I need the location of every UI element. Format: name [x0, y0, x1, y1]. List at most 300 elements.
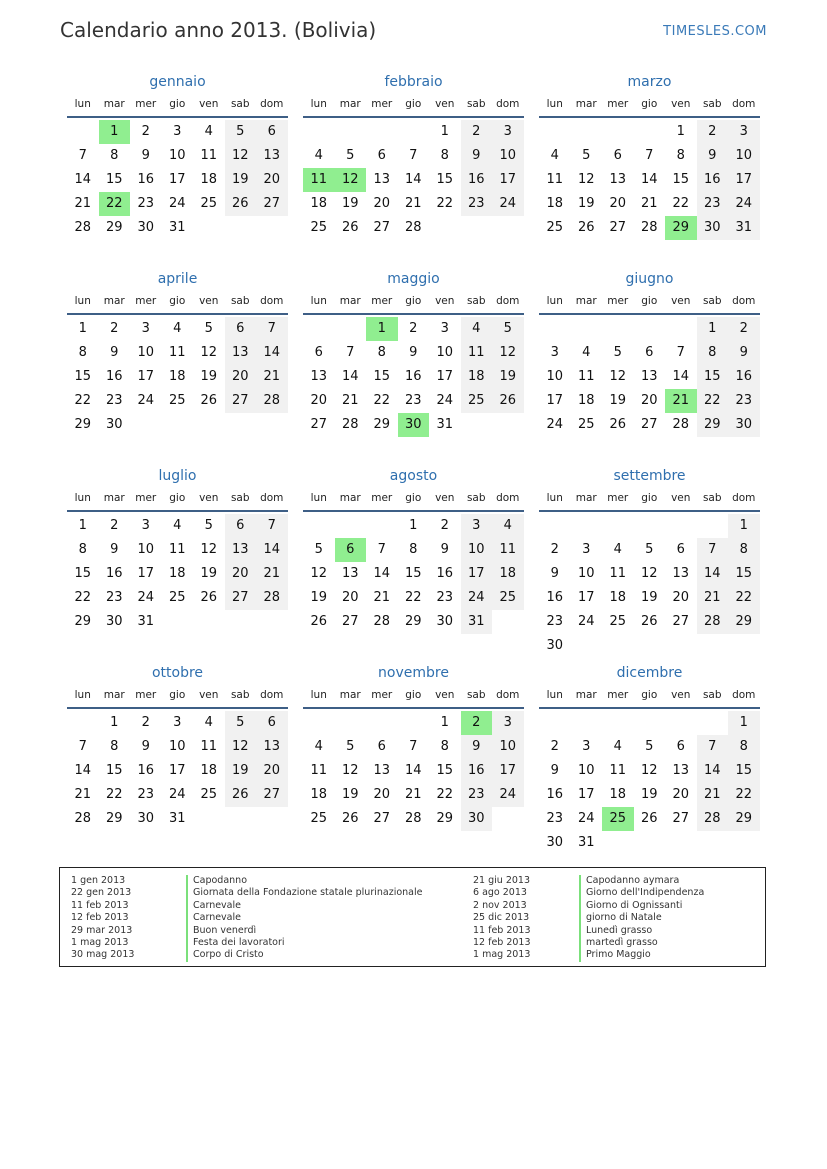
day-cell[interactable]: 6: [225, 514, 257, 538]
day-cell[interactable]: 17: [577, 787, 595, 802]
day-cell[interactable]: 17: [546, 393, 564, 408]
day-cell[interactable]: 10: [546, 369, 564, 384]
day-cell[interactable]: 26: [577, 220, 595, 235]
day-cell[interactable]: 17: [436, 369, 454, 384]
day-cell[interactable]: 10: [168, 148, 186, 163]
day-cell[interactable]: 17: [168, 763, 186, 778]
day-cell[interactable]: 7: [409, 739, 418, 754]
day-cell[interactable]: 11: [200, 739, 218, 754]
day-cell[interactable]: 22: [74, 590, 92, 605]
holiday-day[interactable]: 25: [602, 807, 634, 831]
day-cell[interactable]: 1: [409, 518, 418, 533]
day-cell[interactable]: 14: [404, 763, 422, 778]
day-cell[interactable]: 9: [461, 735, 493, 759]
day-cell[interactable]: 3: [440, 321, 449, 336]
day-cell[interactable]: 11: [492, 538, 524, 562]
day-cell[interactable]: 25: [200, 787, 218, 802]
day-cell[interactable]: 23: [728, 389, 760, 413]
day-cell[interactable]: 21: [74, 787, 92, 802]
day-cell[interactable]: 1: [110, 715, 119, 730]
day-cell[interactable]: 31: [168, 220, 186, 235]
day-cell[interactable]: 1: [676, 124, 685, 139]
day-cell[interactable]: 3: [173, 124, 182, 139]
day-cell[interactable]: 4: [204, 124, 213, 139]
day-cell[interactable]: 29: [404, 614, 422, 629]
day-cell[interactable]: 16: [105, 369, 123, 384]
day-cell[interactable]: 5: [225, 120, 257, 144]
day-cell[interactable]: 2: [728, 317, 760, 341]
day-cell[interactable]: 7: [645, 148, 654, 163]
day-cell[interactable]: 27: [672, 614, 690, 629]
day-cell[interactable]: 18: [310, 787, 328, 802]
day-cell[interactable]: 6: [645, 345, 654, 360]
day-cell[interactable]: 20: [640, 393, 658, 408]
day-cell[interactable]: 6: [256, 711, 288, 735]
day-cell[interactable]: 19: [341, 196, 359, 211]
day-cell[interactable]: 18: [609, 590, 627, 605]
day-cell[interactable]: 16: [137, 763, 155, 778]
day-cell[interactable]: 14: [74, 763, 92, 778]
day-cell[interactable]: 1: [728, 711, 760, 735]
day-cell[interactable]: 30: [137, 220, 155, 235]
day-cell[interactable]: 4: [314, 148, 323, 163]
day-cell[interactable]: 23: [436, 590, 454, 605]
day-cell[interactable]: 1: [697, 317, 729, 341]
day-cell[interactable]: 13: [256, 735, 288, 759]
day-cell[interactable]: 18: [310, 196, 328, 211]
day-cell[interactable]: 13: [373, 763, 391, 778]
day-cell[interactable]: 6: [314, 345, 323, 360]
day-cell[interactable]: 28: [256, 586, 288, 610]
day-cell[interactable]: 23: [137, 196, 155, 211]
day-cell[interactable]: 4: [204, 715, 213, 730]
day-cell[interactable]: 16: [461, 759, 493, 783]
day-cell[interactable]: 12: [225, 735, 257, 759]
day-cell[interactable]: 20: [373, 196, 391, 211]
day-cell[interactable]: 8: [78, 542, 87, 557]
day-cell[interactable]: 10: [577, 566, 595, 581]
day-cell[interactable]: 29: [105, 811, 123, 826]
day-cell[interactable]: 5: [582, 148, 591, 163]
day-cell[interactable]: 1: [440, 715, 449, 730]
day-cell[interactable]: 23: [137, 787, 155, 802]
day-cell[interactable]: 9: [728, 341, 760, 365]
day-cell[interactable]: 3: [492, 711, 524, 735]
day-cell[interactable]: 22: [672, 196, 690, 211]
day-cell[interactable]: 26: [609, 417, 627, 432]
day-cell[interactable]: 28: [672, 417, 690, 432]
day-cell[interactable]: 27: [256, 783, 288, 807]
day-cell[interactable]: 22: [74, 393, 92, 408]
holiday-day[interactable]: 1: [366, 317, 398, 341]
day-cell[interactable]: 7: [697, 538, 729, 562]
day-cell[interactable]: 15: [728, 562, 760, 586]
day-cell[interactable]: 15: [404, 566, 422, 581]
day-cell[interactable]: 22: [105, 787, 123, 802]
day-cell[interactable]: 14: [640, 172, 658, 187]
day-cell[interactable]: 21: [256, 365, 288, 389]
day-cell[interactable]: 17: [137, 369, 155, 384]
day-cell[interactable]: 23: [461, 192, 493, 216]
day-cell[interactable]: 25: [168, 590, 186, 605]
day-cell[interactable]: 26: [225, 783, 257, 807]
day-cell[interactable]: 10: [492, 144, 524, 168]
day-cell[interactable]: 6: [377, 148, 386, 163]
day-cell[interactable]: 30: [697, 216, 729, 240]
day-cell[interactable]: 3: [141, 518, 150, 533]
holiday-day[interactable]: 21: [665, 389, 697, 413]
brand-link[interactable]: TIMESLES.COM: [663, 24, 767, 39]
day-cell[interactable]: 4: [613, 739, 622, 754]
day-cell[interactable]: 10: [436, 345, 454, 360]
day-cell[interactable]: 1: [728, 514, 760, 538]
day-cell[interactable]: 19: [341, 787, 359, 802]
day-cell[interactable]: 29: [697, 413, 729, 437]
day-cell[interactable]: 29: [728, 610, 760, 634]
day-cell[interactable]: 4: [173, 321, 182, 336]
day-cell[interactable]: 18: [200, 172, 218, 187]
day-cell[interactable]: 23: [105, 393, 123, 408]
day-cell[interactable]: 14: [373, 566, 391, 581]
day-cell[interactable]: 6: [225, 317, 257, 341]
day-cell[interactable]: 3: [173, 715, 182, 730]
day-cell[interactable]: 10: [461, 538, 493, 562]
day-cell[interactable]: 12: [609, 369, 627, 384]
day-cell[interactable]: 30: [137, 811, 155, 826]
day-cell[interactable]: 6: [676, 542, 685, 557]
day-cell[interactable]: 18: [168, 566, 186, 581]
day-cell[interactable]: 15: [436, 763, 454, 778]
day-cell[interactable]: 13: [256, 144, 288, 168]
day-cell[interactable]: 3: [728, 120, 760, 144]
holiday-day[interactable]: 1: [99, 120, 131, 144]
day-cell[interactable]: 2: [141, 715, 150, 730]
day-cell[interactable]: 19: [225, 759, 257, 783]
day-cell[interactable]: 4: [613, 542, 622, 557]
day-cell[interactable]: 19: [640, 590, 658, 605]
day-cell[interactable]: 31: [137, 614, 155, 629]
day-cell[interactable]: 16: [697, 168, 729, 192]
day-cell[interactable]: 12: [640, 566, 658, 581]
day-cell[interactable]: 18: [546, 196, 564, 211]
day-cell[interactable]: 10: [577, 763, 595, 778]
day-cell[interactable]: 3: [461, 514, 493, 538]
day-cell[interactable]: 10: [137, 542, 155, 557]
day-cell[interactable]: 28: [697, 807, 729, 831]
day-cell[interactable]: 27: [225, 586, 257, 610]
day-cell[interactable]: 28: [404, 811, 422, 826]
day-cell[interactable]: 17: [461, 562, 493, 586]
day-cell[interactable]: 2: [110, 518, 119, 533]
day-cell[interactable]: 21: [697, 586, 729, 610]
day-cell[interactable]: 13: [640, 369, 658, 384]
day-cell[interactable]: 25: [310, 220, 328, 235]
day-cell[interactable]: 5: [645, 542, 654, 557]
day-cell[interactable]: 7: [256, 514, 288, 538]
day-cell[interactable]: 15: [74, 566, 92, 581]
day-cell[interactable]: 14: [697, 759, 729, 783]
day-cell[interactable]: 9: [409, 345, 418, 360]
day-cell[interactable]: 4: [173, 518, 182, 533]
day-cell[interactable]: 4: [492, 514, 524, 538]
day-cell[interactable]: 16: [404, 369, 422, 384]
day-cell[interactable]: 27: [640, 417, 658, 432]
day-cell[interactable]: 7: [377, 542, 386, 557]
day-cell[interactable]: 24: [461, 586, 493, 610]
day-cell[interactable]: 11: [200, 148, 218, 163]
day-cell[interactable]: 22: [404, 590, 422, 605]
day-cell[interactable]: 22: [436, 196, 454, 211]
holiday-day[interactable]: 2: [461, 711, 493, 735]
day-cell[interactable]: 26: [225, 192, 257, 216]
day-cell[interactable]: 20: [310, 393, 328, 408]
day-cell[interactable]: 13: [225, 538, 257, 562]
day-cell[interactable]: 19: [609, 393, 627, 408]
day-cell[interactable]: 13: [609, 172, 627, 187]
day-cell[interactable]: 5: [314, 542, 323, 557]
day-cell[interactable]: 16: [728, 365, 760, 389]
day-cell[interactable]: 28: [74, 220, 92, 235]
day-cell[interactable]: 9: [141, 148, 150, 163]
day-cell[interactable]: 31: [728, 216, 760, 240]
day-cell[interactable]: 3: [141, 321, 150, 336]
day-cell[interactable]: 31: [168, 811, 186, 826]
day-cell[interactable]: 7: [676, 345, 685, 360]
day-cell[interactable]: 29: [728, 807, 760, 831]
holiday-day[interactable]: 30: [398, 413, 430, 437]
day-cell[interactable]: 9: [697, 144, 729, 168]
day-cell[interactable]: 8: [78, 345, 87, 360]
day-cell[interactable]: 28: [256, 389, 288, 413]
day-cell[interactable]: 8: [110, 148, 119, 163]
day-cell[interactable]: 24: [168, 196, 186, 211]
day-cell[interactable]: 30: [461, 807, 493, 831]
day-cell[interactable]: 4: [582, 345, 591, 360]
day-cell[interactable]: 5: [204, 518, 213, 533]
day-cell[interactable]: 25: [546, 220, 564, 235]
day-cell[interactable]: 3: [550, 345, 559, 360]
day-cell[interactable]: 9: [141, 739, 150, 754]
day-cell[interactable]: 10: [168, 739, 186, 754]
day-cell[interactable]: 15: [105, 172, 123, 187]
day-cell[interactable]: 4: [314, 739, 323, 754]
day-cell[interactable]: 19: [200, 369, 218, 384]
day-cell[interactable]: 21: [74, 196, 92, 211]
day-cell[interactable]: 29: [74, 614, 92, 629]
day-cell[interactable]: 5: [204, 321, 213, 336]
day-cell[interactable]: 20: [256, 168, 288, 192]
day-cell[interactable]: 2: [550, 542, 559, 557]
day-cell[interactable]: 2: [550, 739, 559, 754]
day-cell[interactable]: 17: [492, 759, 524, 783]
day-cell[interactable]: 28: [373, 614, 391, 629]
holiday-day[interactable]: 29: [665, 216, 697, 240]
day-cell[interactable]: 2: [110, 321, 119, 336]
day-cell[interactable]: 13: [672, 763, 690, 778]
day-cell[interactable]: 12: [225, 144, 257, 168]
day-cell[interactable]: 16: [105, 566, 123, 581]
day-cell[interactable]: 30: [728, 413, 760, 437]
day-cell[interactable]: 27: [310, 417, 328, 432]
day-cell[interactable]: 9: [461, 144, 493, 168]
day-cell[interactable]: 1: [78, 518, 87, 533]
day-cell[interactable]: 24: [546, 417, 564, 432]
day-cell[interactable]: 22: [373, 393, 391, 408]
day-cell[interactable]: 12: [200, 542, 218, 557]
day-cell[interactable]: 6: [377, 739, 386, 754]
day-cell[interactable]: 7: [409, 148, 418, 163]
day-cell[interactable]: 19: [225, 168, 257, 192]
day-cell[interactable]: 21: [341, 393, 359, 408]
day-cell[interactable]: 8: [728, 538, 760, 562]
day-cell[interactable]: 25: [310, 811, 328, 826]
day-cell[interactable]: 18: [461, 365, 493, 389]
holiday-day[interactable]: 12: [335, 168, 367, 192]
day-cell[interactable]: 13: [225, 341, 257, 365]
day-cell[interactable]: 7: [697, 735, 729, 759]
day-cell[interactable]: 25: [609, 614, 627, 629]
day-cell[interactable]: 16: [546, 590, 564, 605]
day-cell[interactable]: 13: [310, 369, 328, 384]
day-cell[interactable]: 28: [697, 610, 729, 634]
day-cell[interactable]: 19: [577, 196, 595, 211]
day-cell[interactable]: 4: [550, 148, 559, 163]
day-cell[interactable]: 15: [728, 759, 760, 783]
day-cell[interactable]: 21: [404, 196, 422, 211]
day-cell[interactable]: 15: [697, 365, 729, 389]
day-cell[interactable]: 19: [310, 590, 328, 605]
day-cell[interactable]: 8: [728, 735, 760, 759]
day-cell[interactable]: 19: [200, 566, 218, 581]
day-cell[interactable]: 18: [200, 763, 218, 778]
day-cell[interactable]: 12: [341, 763, 359, 778]
day-cell[interactable]: 11: [609, 566, 627, 581]
day-cell[interactable]: 14: [341, 369, 359, 384]
day-cell[interactable]: 12: [492, 341, 524, 365]
day-cell[interactable]: 16: [137, 172, 155, 187]
day-cell[interactable]: 11: [168, 542, 186, 557]
day-cell[interactable]: 9: [440, 542, 449, 557]
holiday-day[interactable]: 22: [99, 192, 131, 216]
day-cell[interactable]: 14: [672, 369, 690, 384]
day-cell[interactable]: 7: [256, 317, 288, 341]
day-cell[interactable]: 5: [492, 317, 524, 341]
day-cell[interactable]: 24: [492, 192, 524, 216]
day-cell[interactable]: 29: [105, 220, 123, 235]
day-cell[interactable]: 25: [492, 586, 524, 610]
day-cell[interactable]: 29: [436, 811, 454, 826]
day-cell[interactable]: 21: [256, 562, 288, 586]
day-cell[interactable]: 26: [640, 614, 658, 629]
day-cell[interactable]: 20: [341, 590, 359, 605]
day-cell[interactable]: 5: [346, 148, 355, 163]
day-cell[interactable]: 8: [110, 739, 119, 754]
day-cell[interactable]: 16: [546, 787, 564, 802]
day-cell[interactable]: 7: [346, 345, 355, 360]
day-cell[interactable]: 23: [546, 811, 564, 826]
day-cell[interactable]: 26: [640, 811, 658, 826]
holiday-day[interactable]: 11: [303, 168, 335, 192]
day-cell[interactable]: 26: [200, 590, 218, 605]
day-cell[interactable]: 30: [546, 638, 564, 653]
day-cell[interactable]: 24: [577, 811, 595, 826]
day-cell[interactable]: 16: [461, 168, 493, 192]
day-cell[interactable]: 20: [373, 787, 391, 802]
day-cell[interactable]: 31: [461, 610, 493, 634]
day-cell[interactable]: 17: [168, 172, 186, 187]
day-cell[interactable]: 26: [310, 614, 328, 629]
day-cell[interactable]: 10: [492, 735, 524, 759]
day-cell[interactable]: 2: [440, 518, 449, 533]
day-cell[interactable]: 27: [256, 192, 288, 216]
day-cell[interactable]: 8: [409, 542, 418, 557]
day-cell[interactable]: 14: [74, 172, 92, 187]
day-cell[interactable]: 10: [137, 345, 155, 360]
day-cell[interactable]: 22: [728, 586, 760, 610]
day-cell[interactable]: 12: [577, 172, 595, 187]
day-cell[interactable]: 1: [78, 321, 87, 336]
day-cell[interactable]: 9: [110, 542, 119, 557]
day-cell[interactable]: 29: [74, 417, 92, 432]
day-cell[interactable]: 22: [697, 389, 729, 413]
day-cell[interactable]: 19: [640, 787, 658, 802]
day-cell[interactable]: 13: [672, 566, 690, 581]
day-cell[interactable]: 8: [440, 148, 449, 163]
day-cell[interactable]: 29: [373, 417, 391, 432]
day-cell[interactable]: 14: [697, 562, 729, 586]
day-cell[interactable]: 17: [492, 168, 524, 192]
day-cell[interactable]: 1: [440, 124, 449, 139]
day-cell[interactable]: 5: [613, 345, 622, 360]
day-cell[interactable]: 8: [440, 739, 449, 754]
day-cell[interactable]: 3: [492, 120, 524, 144]
day-cell[interactable]: 18: [168, 369, 186, 384]
day-cell[interactable]: 14: [256, 341, 288, 365]
day-cell[interactable]: 8: [377, 345, 386, 360]
day-cell[interactable]: 17: [137, 566, 155, 581]
day-cell[interactable]: 24: [728, 192, 760, 216]
day-cell[interactable]: 8: [697, 341, 729, 365]
day-cell[interactable]: 22: [436, 787, 454, 802]
holiday-day[interactable]: 6: [335, 538, 367, 562]
day-cell[interactable]: 25: [200, 196, 218, 211]
day-cell[interactable]: 18: [577, 393, 595, 408]
day-cell[interactable]: 24: [492, 783, 524, 807]
day-cell[interactable]: 15: [672, 172, 690, 187]
day-cell[interactable]: 28: [404, 220, 422, 235]
day-cell[interactable]: 18: [492, 562, 524, 586]
day-cell[interactable]: 3: [582, 739, 591, 754]
day-cell[interactable]: 27: [225, 389, 257, 413]
day-cell[interactable]: 27: [672, 811, 690, 826]
day-cell[interactable]: 28: [341, 417, 359, 432]
day-cell[interactable]: 16: [436, 566, 454, 581]
day-cell[interactable]: 20: [225, 562, 257, 586]
day-cell[interactable]: 9: [550, 566, 559, 581]
day-cell[interactable]: 20: [672, 787, 690, 802]
day-cell[interactable]: 25: [577, 417, 595, 432]
day-cell[interactable]: 7: [78, 148, 87, 163]
day-cell[interactable]: 3: [582, 542, 591, 557]
day-cell[interactable]: 23: [105, 590, 123, 605]
day-cell[interactable]: 18: [609, 787, 627, 802]
day-cell[interactable]: 28: [74, 811, 92, 826]
day-cell[interactable]: 6: [676, 739, 685, 754]
day-cell[interactable]: 20: [609, 196, 627, 211]
day-cell[interactable]: 27: [373, 220, 391, 235]
day-cell[interactable]: 5: [346, 739, 355, 754]
day-cell[interactable]: 2: [461, 120, 493, 144]
